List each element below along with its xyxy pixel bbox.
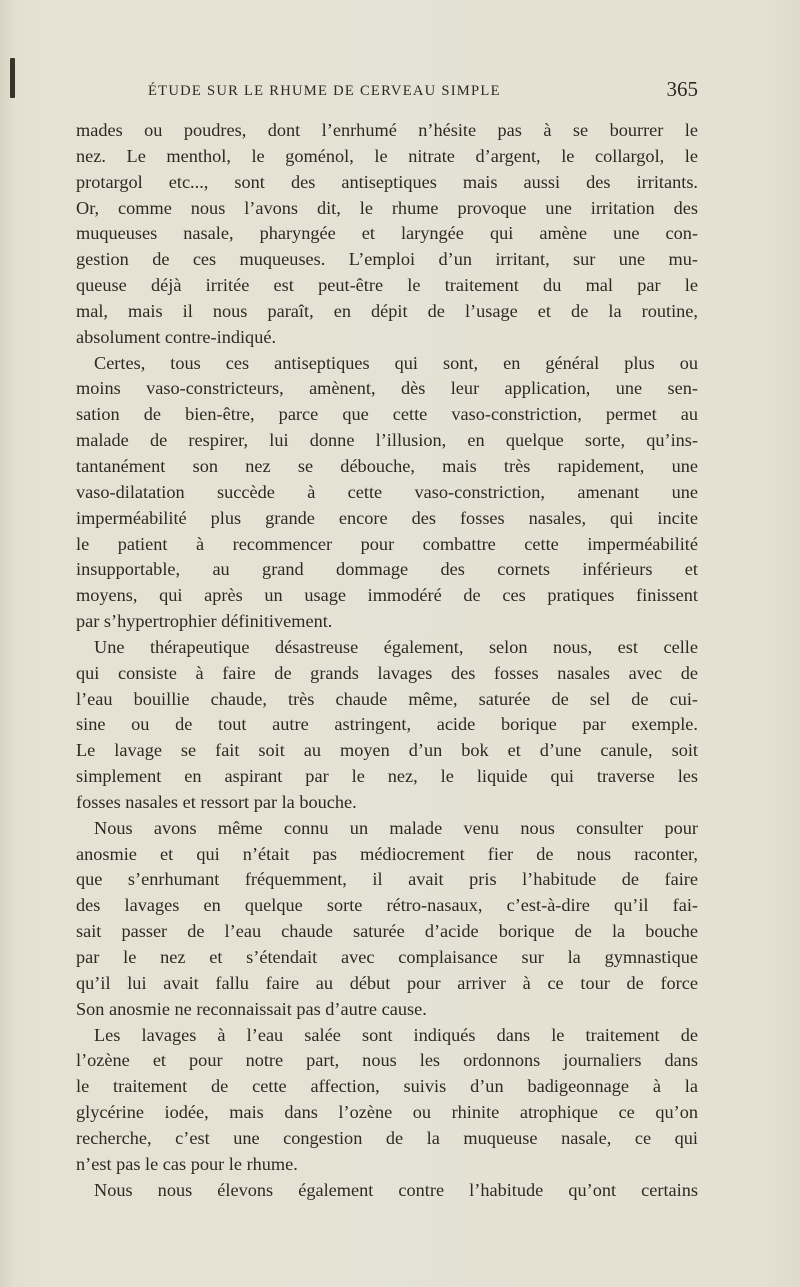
text-line: moins vaso-constricteurs, amènent, dès leur application, une sen- xyxy=(76,378,698,399)
text-line: Une thérapeutique désastreuse également, selon nous, est celle xyxy=(94,636,698,657)
text-line: vaso-dilatation succède à cette vaso-constriction, amenant une xyxy=(76,481,698,502)
paragraph xyxy=(76,351,698,635)
text-line: par le nez et s’étendait avec complaisance sur la gymnastique xyxy=(76,947,698,967)
text-line: que s’enrhumant fréquemment, il avait pris l’habitude de faire xyxy=(76,869,698,890)
text-line: muqueuses nasale, pharyngée et laryngée qui amène une con- xyxy=(76,223,698,244)
text-line: anosmie et qui n’était pas médiocrement fier de nous raconter, xyxy=(76,843,698,864)
text-line: qu’il lui avait fallu faire au début pour arriver à ce tour de force xyxy=(76,972,698,993)
text-line: sine ou de tout autre astringent, acide borique par exemple. xyxy=(76,714,698,735)
text-line: Le lavage se fait soit au moyen d’un bok et d’une canule, soit xyxy=(76,740,698,761)
text-line: protargol etc..., sont des antiseptiques mais aussi des irritants. xyxy=(76,171,698,192)
paragraph xyxy=(76,1023,698,1178)
text-line: le traitement de cette affection, suivis d’un badigeonnage à la xyxy=(76,1076,698,1097)
paragraph xyxy=(76,816,698,1023)
paragraph xyxy=(76,635,698,816)
text-line: imperméabilité plus grande encore des fosses nasales, qui incite xyxy=(76,507,698,528)
text-line: le patient à recommencer pour combattre cette imperméabilité xyxy=(76,533,698,554)
text-line: mades ou poudres, dont l’enrhumé n’hésite pas à se bourrer le xyxy=(76,120,698,140)
text-line: insupportable, au grand dommage des cornets inférieurs et xyxy=(76,559,698,580)
paragraph xyxy=(76,118,698,351)
text-line: sation de bien-être, parce que cette vaso-constriction, permet au xyxy=(76,404,698,425)
paragraph xyxy=(76,1178,698,1204)
text-line: gestion de ces muqueuses. L’emploi d’un irritant, sur une mu- xyxy=(76,249,698,270)
text-line: par s’hypertrophier définitivement. xyxy=(76,611,333,632)
text-line: Les lavages à l’eau salée sont indiqués dans le traitement de xyxy=(94,1024,698,1045)
text-line: qui consiste à faire de grands lavages des fosses nasales avec de xyxy=(76,662,698,683)
running-header xyxy=(148,77,698,107)
text-line: Or, comme nous l’avons dit, le rhume provoque une irritation des xyxy=(76,197,698,218)
text-line: absolument contre-indiqué. xyxy=(76,326,277,347)
text-line: moyens, qui après un usage immodéré de ces pratiques finissent xyxy=(76,585,698,606)
text-line: Nous avons même connu un malade venu nous consulter pour xyxy=(94,817,698,838)
text-line: fosses nasales et ressort par la bouche. xyxy=(76,791,357,812)
text-line: l’eau bouillie chaude, très chaude même, saturée de sel de cui- xyxy=(76,688,698,709)
text-line: nez. Le menthol, le goménol, le nitrate d’argent, le collargol, le xyxy=(76,145,698,166)
text-line: glycérine iodée, mais dans l’ozène ou rhinite atrophique ce qu’on xyxy=(76,1102,698,1123)
text-line: Certes, tous ces antiseptiques qui sont, en général plus ou xyxy=(94,352,698,373)
text-line: queuse déjà irritée est peut-être le traitement du mal par le xyxy=(76,275,698,296)
running-title: ÉTUDE SUR LE RHUME DE CERVEAU SIMPLE xyxy=(148,83,501,99)
text-line: tantanément son nez se débouche, mais très rapidement, une xyxy=(76,455,698,476)
page-number: 365 xyxy=(666,77,698,101)
text-line: des lavages en quelque sorte rétro-nasaux, c’est-à-dire qu’il fai- xyxy=(76,895,698,916)
text-line: mal, mais il nous paraît, en dépit de l’usage et de la routine, xyxy=(76,300,698,321)
text-line: Nous nous élevons également contre l’habitude qu’ont certains xyxy=(94,1179,698,1200)
body-text xyxy=(76,118,698,1203)
page-edge-mark xyxy=(10,58,15,98)
text-line: sait passer de l’eau chaude saturée d’acide borique de la bouche xyxy=(76,921,698,942)
text-line: malade de respirer, lui donne l’illusion, en quelque sorte, qu’ins- xyxy=(76,430,698,451)
text-line: simplement en aspirant par le nez, le liquide qui traverse les xyxy=(76,766,698,787)
text-line: n’est pas le cas pour le rhume. xyxy=(76,1153,298,1174)
text-line: l’ozène et pour notre part, nous les ordonnons journaliers dans xyxy=(76,1050,698,1071)
text-line: recherche, c’est une congestion de la muqueuse nasale, ce qui xyxy=(76,1127,698,1148)
text-line: Son anosmie ne reconnaissait pas d’autre cause. xyxy=(76,998,427,1019)
